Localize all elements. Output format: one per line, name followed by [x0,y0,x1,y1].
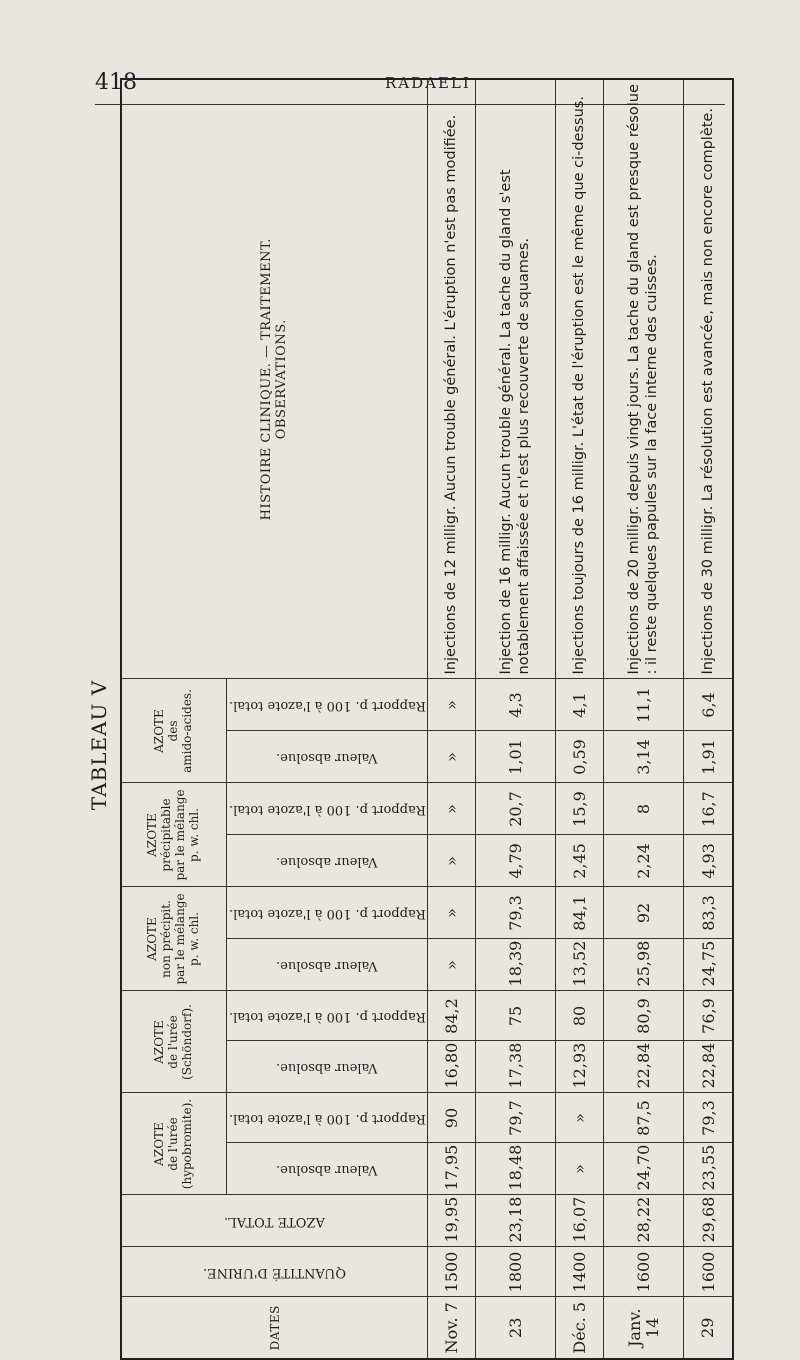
cell-value: 17,38 [476,1041,556,1093]
cell-value: » [428,835,476,887]
cell-value: 12,93 [555,1041,603,1093]
cell-quantite: 1500 [428,1247,476,1297]
col-group-amido-acides: AZOTE des amido-acides. [121,679,226,783]
col-group-uree-schondorf: AZOTE de l'urée (Schöndorf). [121,991,226,1093]
cell-date: 29 [684,1297,733,1359]
cell-value: » [428,887,476,939]
table-row [684,79,733,1359]
col-quantite: QUANTITÉ D'URINE. [121,1247,428,1297]
col-dates: DATES [121,1297,428,1359]
cell-value: 4,93 [684,835,733,887]
cell-value: 92 [604,887,684,939]
col-group-precipitable: AZOTE précipitable par le mélange p. w. chl. [121,783,226,887]
cell-value: 3,14 [604,731,684,783]
cell-value: » [428,939,476,991]
subcol-valeur: Valeur absolue. [226,731,428,783]
cell-quantite: 1800 [476,1247,556,1297]
cell-date: 23 [476,1297,556,1359]
subcol-rapport: Rapport p. 100 à l'azote total. [226,783,428,835]
subcol-rapport: Rapport p. 100 à l'azote total. [226,991,428,1041]
subcol-valeur: Valeur absolue. [226,1143,428,1195]
cell-azote-total: 28,22 [604,1195,684,1247]
table-title: TABLEAU V [87,679,111,811]
subcol-rapport: Rapport p. 100 à l'azote total. [226,887,428,939]
subcol-valeur: Valeur absolue. [226,835,428,887]
cell-value: 22,84 [684,1041,733,1093]
cell-value: 18,48 [476,1143,556,1195]
cell-value: 1,91 [684,731,733,783]
cell-quantite: 1600 [604,1247,684,1297]
cell-value: 16,7 [684,783,733,835]
cell-value: 79,3 [476,887,556,939]
cell-value: 17,95 [428,1143,476,1195]
col-group-uree-hypobromite: AZOTE de l'urée (hypobromite). [121,1093,226,1195]
table-title-wrap [87,130,117,1360]
table-row [555,79,603,1359]
cell-azote-total: 23,18 [476,1195,556,1247]
cell-value: 23,55 [684,1143,733,1195]
cell-value: 0,59 [555,731,603,783]
cell-value: 24,75 [684,939,733,991]
col-observations: HISTOIRE CLINIQUE. — TRAITEMENT. OBSERVATIONS. [121,79,428,679]
cell-value: 84,1 [555,887,603,939]
cell-value: 79,7 [476,1093,556,1143]
cell-value: 24,70 [604,1143,684,1195]
subcol-rapport: Rapport p. 100 à l'azote total. [226,679,428,731]
cell-value: 4,3 [476,679,556,731]
cell-value: 75 [476,991,556,1041]
running-head: RADAELI [385,74,471,92]
cell-value: 87,5 [604,1093,684,1143]
cell-azote-total: 19,95 [428,1195,476,1247]
cell-value: 79,3 [684,1093,733,1143]
cell-value: 80 [555,991,603,1041]
cell-date: Déc. 5 [555,1297,603,1359]
cell-observation: Injection de 16 milligr. Aucun trouble général. La tache du gland s'est notablement affaissée et n'est plus recouverte de squames. [476,79,556,679]
cell-observation: Injections de 20 milligr. depuis vingt jours. La tache du gland est presque résolue : il reste quelques papules sur la face interne des cuisses. [604,79,684,679]
col-azote-total: AZOTE TOTAL. [121,1195,428,1247]
cell-value: 90 [428,1093,476,1143]
cell-value: 13,52 [555,939,603,991]
cell-value: 8 [604,783,684,835]
cell-value: 1,01 [476,731,556,783]
cell-quantite: 1400 [555,1247,603,1297]
page-number: 418 [95,70,137,95]
cell-value: 4,79 [476,835,556,887]
cell-value: 11,1 [604,679,684,731]
subcol-valeur: Valeur absolue. [226,939,428,991]
cell-value: 20,7 [476,783,556,835]
cell-value: 84,2 [428,991,476,1041]
cell-value: » [555,1143,603,1195]
cell-value: 4,1 [555,679,603,731]
data-table [120,78,734,1360]
cell-value: 83,3 [684,887,733,939]
cell-value: » [555,1093,603,1143]
cell-value: 16,80 [428,1041,476,1093]
cell-quantite: 1600 [684,1247,733,1297]
cell-date: Janv. 14 [604,1297,684,1359]
cell-azote-total: 29,68 [684,1195,733,1247]
cell-observation: Injections toujours de 16 milligr. L'état de l'éruption est le même que ci-dessus. [555,79,603,679]
cell-value: 22,84 [604,1041,684,1093]
cell-observation: Injections de 12 milligr. Aucun trouble général. L'éruption n'est pas modifiée. [428,79,476,679]
rotated-table-container [120,84,734,1360]
cell-value: 25,98 [604,939,684,991]
cell-value: 76,9 [684,991,733,1041]
subcol-rapport: Rapport p. 100 à l'azote total. [226,1093,428,1143]
col-group-non-precipit: AZOTE non précipit. par le mélange p. w. chl. [121,887,226,991]
cell-value: 6,4 [684,679,733,731]
cell-value: » [428,783,476,835]
cell-value: » [428,679,476,731]
cell-value: 15,9 [555,783,603,835]
cell-value: 2,24 [604,835,684,887]
cell-observation: Injections de 30 milligr. La résolution est avancée, mais non encore complète. [684,79,733,679]
table-row [604,79,684,1359]
cell-date: Nov. 7 [428,1297,476,1359]
cell-value: 2,45 [555,835,603,887]
table-row [428,79,476,1359]
cell-value: 18,39 [476,939,556,991]
table-frame [120,84,734,1360]
table-row [476,79,556,1359]
cell-value: 80,9 [604,991,684,1041]
cell-value: » [428,731,476,783]
cell-azote-total: 16,07 [555,1195,603,1247]
subcol-valeur: Valeur absolue. [226,1041,428,1093]
